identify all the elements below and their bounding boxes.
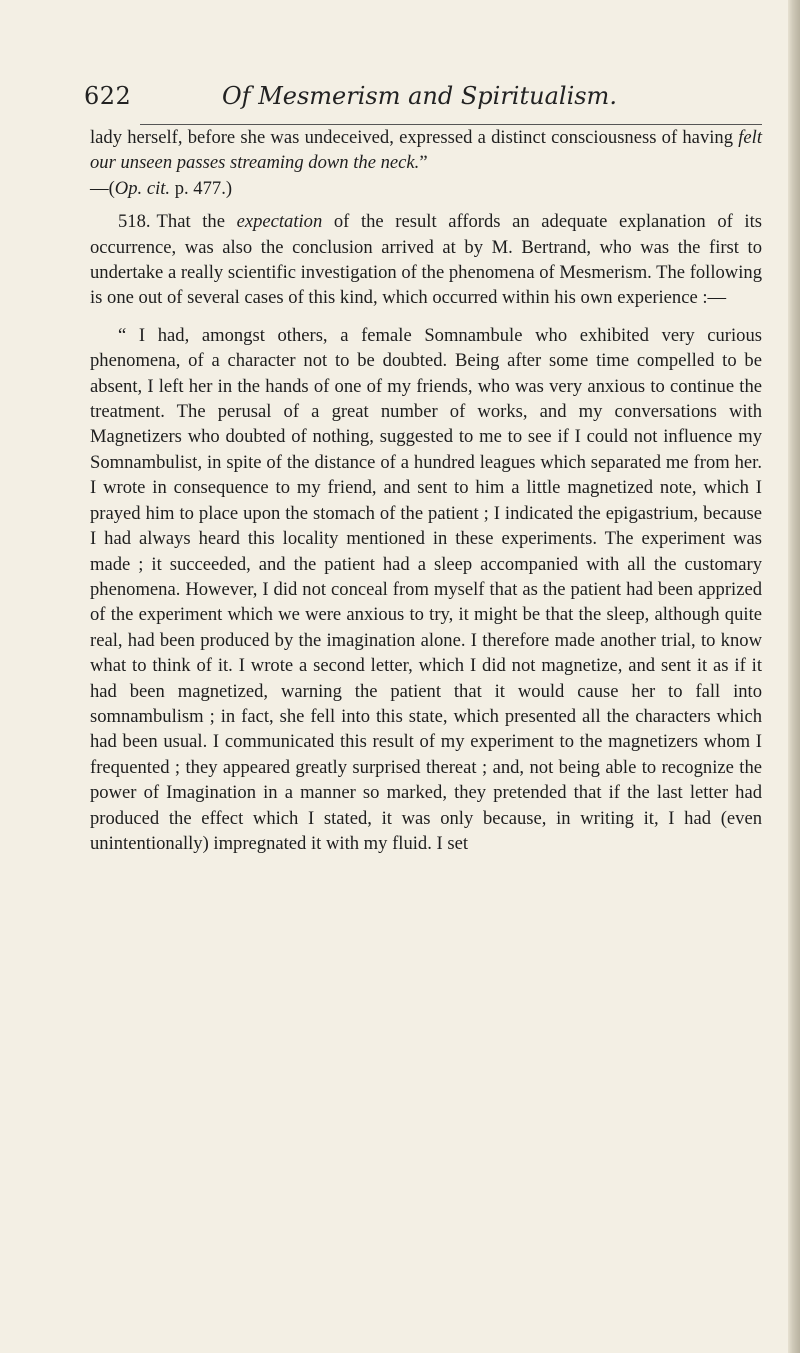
paragraph-number: 518.: [118, 211, 151, 233]
page-number: 622: [84, 82, 132, 110]
citation-work: Op. cit.: [114, 177, 171, 199]
paragraph-518-italic: expectation: [236, 211, 323, 233]
page-body: [90, 125, 762, 856]
page-header: [84, 78, 774, 114]
quote-end-lead: lady herself, before she was undeceived, expressed a distinct consciousness of having: [90, 127, 739, 148]
paragraph-518: [90, 209, 762, 311]
quote-continuation-paragraph: [90, 125, 762, 201]
paragraph-518-lead: That the: [156, 211, 237, 233]
page-edge-shadow: [788, 0, 800, 1353]
citation-prefix: —(: [90, 177, 115, 199]
paragraph-518-rest: of the result affords an adequate explanation of its occurrence, was also the conclusion arrived at by M. Bertrand, who was the first to undertake a really scientific investigation of the phenomena of Mesmerism. The following is one out of several cases of this kind, which occurred within his own experience :—: [90, 211, 762, 309]
running-title: Of Mesmerism and Spiritualism.: [222, 82, 617, 110]
quote-end-italic: felt our unseen passes streaming down the neck.: [90, 127, 762, 174]
bertrand-quote-paragraph: “ I had, amongst others, a female Somnambule who exhibited very curious phenomena, of a character not to be doubted. Being after some time compelled to be absent, I left her in the hands of one of my friends, who was very anxious to continue the treatment. The perusal of a great number of works, and my conversations with Magnetizers who doubted of nothing, suggested to me to see if I could not influence my Somnambulist, in spite of the distance of a hundred leagues which separated me from her. I wrote in consequence to my friend, and sent to him a little magnetized note, which I prayed him to place upon the stomach of the patient ; I indicated the epigastrium, because I had always heard this locality mentioned in these experiments. The experiment was made ; it succeeded, and the patient had a sleep accompanied with all the customary phenomena. However, I did not conceal from myself that as the patient had been apprized of the experiment which we were anxious to try, it might be that the sleep, although quite real, had been produced by the imagination alone. I therefore made another trial, to know what to think of it. I wrote a second letter, which I did not magnetize, and sent it as if it had been magnetized, warning the patient that it would cause her to fall into somnambulism ; in fact, she fell into this state, which presented all the characters which had been usual. I communicated this result of my experiment to the magnetizers whom I frequented ; they appeared greatly surprised thereat ; and, not being able to recognize the power of Imagination in a manner so marked, they pretended that if the last letter had produced the effect which I stated, it was only because, in writing it, I had (even unintentionally) impregnated it with my fluid. I set: [90, 324, 762, 854]
quote-end-close: ”: [419, 152, 428, 174]
citation-page: p. 477.): [170, 177, 233, 199]
